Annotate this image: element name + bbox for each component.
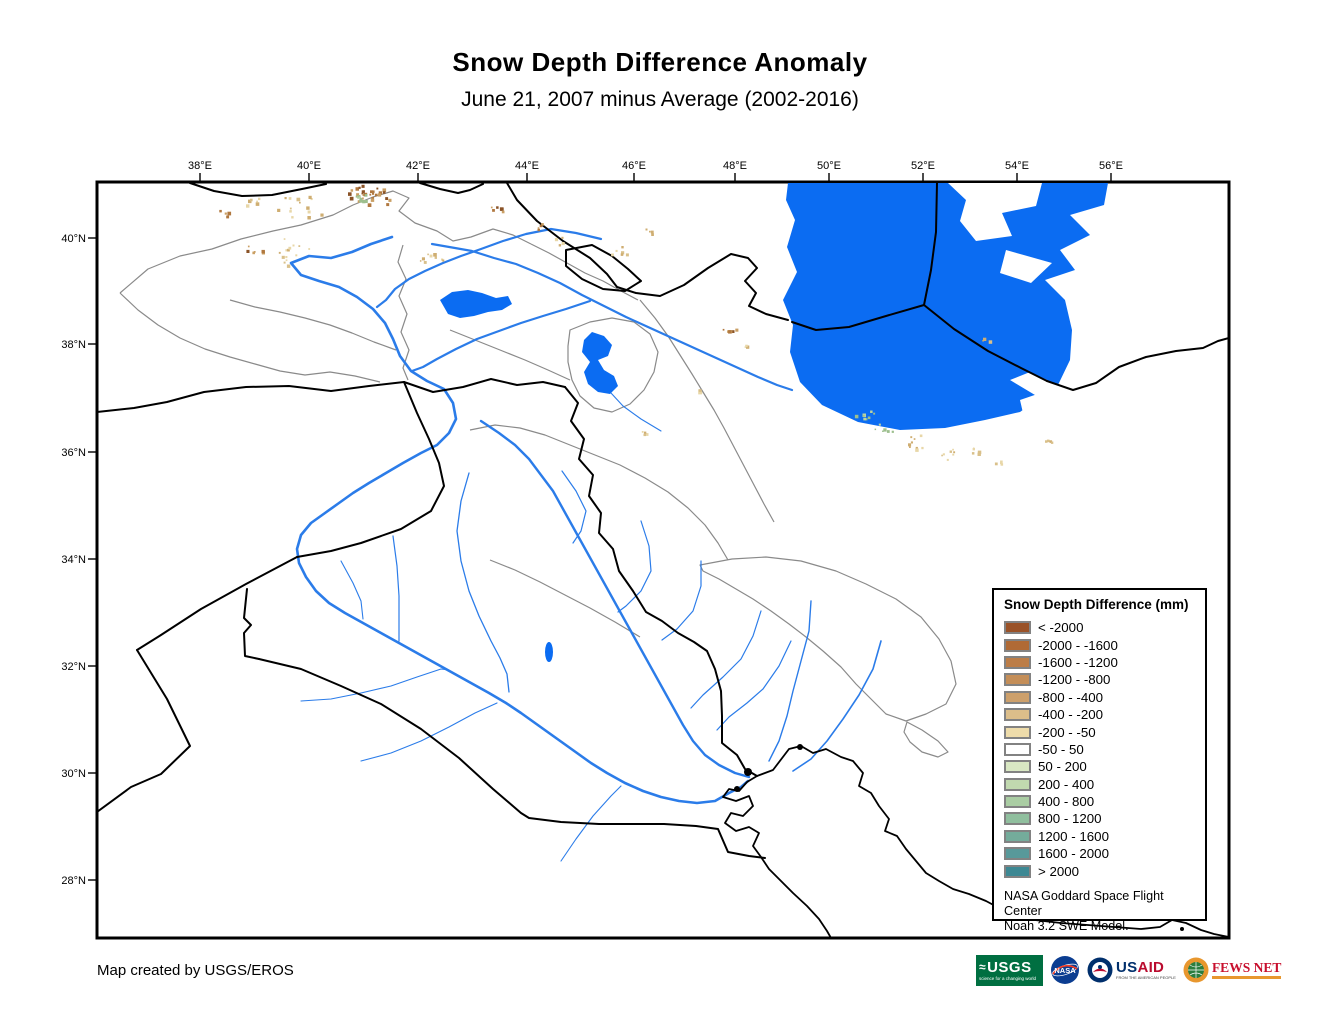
anomaly-speckle <box>360 198 363 201</box>
anomaly-speckle <box>1051 442 1053 444</box>
anomaly-speckle <box>359 187 361 189</box>
legend-item <box>1004 671 1197 688</box>
anomaly-speckle <box>362 190 365 193</box>
anomaly-speckle <box>285 197 287 199</box>
usaid-seal-icon <box>1087 957 1113 983</box>
anomaly-speckle <box>538 229 541 232</box>
top-tick-label: 44°E <box>515 160 539 172</box>
anomaly-speckle <box>285 256 287 258</box>
legend-source-line: Noah 3.2 SWE Model. <box>1004 918 1129 933</box>
legend-swatch <box>1004 708 1031 721</box>
anomaly-speckle <box>298 245 300 247</box>
anomaly-speckle <box>883 428 886 431</box>
legend-swatch <box>1004 847 1031 860</box>
anomaly-speckle <box>279 252 281 254</box>
anomaly-speckle <box>289 197 292 200</box>
anomaly-speckle <box>735 329 738 332</box>
top-tick-label: 52°E <box>911 160 935 172</box>
legend-label: -400 - -200 <box>1038 707 1104 723</box>
anomaly-speckle <box>378 193 381 196</box>
legend-label: -800 - -400 <box>1038 689 1104 705</box>
anomaly-speckle <box>388 199 391 202</box>
legend-item <box>1004 636 1197 653</box>
anomaly-speckle <box>371 199 374 202</box>
top-tick-label: 56°E <box>1099 160 1123 172</box>
anomaly-speckle <box>972 452 975 455</box>
top-tick-label: 50°E <box>817 160 841 172</box>
anomaly-speckle <box>952 454 954 456</box>
anomaly-speckle <box>914 438 916 440</box>
anomaly-speckle <box>262 250 265 253</box>
legend-source <box>1004 889 1197 934</box>
anomaly-speckle <box>621 246 623 248</box>
fews-globe-icon <box>1183 957 1209 983</box>
anomaly-speckle <box>309 196 312 199</box>
anomaly-speckle <box>745 345 748 348</box>
legend-swatch <box>1004 830 1031 843</box>
anomaly-speckle <box>256 202 260 206</box>
anomaly-speckle <box>293 245 295 247</box>
left-tick-label: 36°N <box>61 447 86 459</box>
anomaly-speckle <box>989 340 993 344</box>
anomaly-speckle <box>728 330 732 334</box>
anomaly-speckle <box>496 206 499 209</box>
fews-underline-bar <box>1212 976 1281 979</box>
anomaly-speckle <box>307 216 311 220</box>
anomaly-speckle <box>651 231 654 234</box>
anomaly-speckle <box>873 413 875 415</box>
anomaly-speckle <box>540 225 543 228</box>
anomaly-speckle <box>887 430 890 433</box>
top-tick-label: 48°E <box>723 160 747 172</box>
legend-label: < -2000 <box>1038 620 1084 636</box>
anomaly-speckle <box>1000 462 1003 465</box>
anomaly-speckle <box>369 194 371 196</box>
anomaly-speckle <box>698 389 700 391</box>
legend-label: -200 - -50 <box>1038 724 1096 740</box>
legend-swatch <box>1004 743 1031 756</box>
anomaly-speckle <box>226 216 229 219</box>
legend-swatch <box>1004 656 1031 669</box>
legend-item <box>1004 689 1197 706</box>
anomaly-speckle <box>282 256 285 259</box>
anomaly-speckle <box>288 247 291 250</box>
anomaly-speckle <box>248 246 250 248</box>
legend-swatch <box>1004 778 1031 791</box>
legend-swatch <box>1004 795 1031 808</box>
anomaly-speckle <box>649 231 651 233</box>
legend-item <box>1004 845 1197 862</box>
anomaly-speckle <box>915 448 919 452</box>
anomaly-speckle <box>420 260 422 262</box>
anomaly-speckle <box>995 463 998 466</box>
anomaly-speckle <box>258 198 260 200</box>
anomaly-speckle <box>723 329 725 331</box>
left-tick-label: 40°N <box>61 233 86 245</box>
anomaly-speckle <box>433 253 437 257</box>
anomaly-speckle <box>700 392 702 394</box>
legend <box>992 588 1207 933</box>
anomaly-speckle <box>291 216 293 218</box>
anomaly-speckle <box>651 233 654 236</box>
anomaly-speckle <box>953 451 955 453</box>
legend-label: 800 - 1200 <box>1038 811 1102 827</box>
map-credit: Map created by USGS/EROS <box>97 962 294 979</box>
anomaly-speckle <box>320 214 323 217</box>
anomaly-speckle <box>227 212 231 216</box>
legend-label: 50 - 200 <box>1038 759 1087 775</box>
anomaly-speckle <box>365 194 368 197</box>
anomaly-speckle <box>909 446 911 448</box>
anomaly-speckle <box>978 453 981 456</box>
anomaly-speckle <box>1045 440 1048 443</box>
top-tick-label: 46°E <box>622 160 646 172</box>
anomaly-speckle <box>308 211 311 214</box>
legend-item <box>1004 758 1197 775</box>
anomaly-speckle <box>376 188 378 190</box>
top-tick-label: 40°E <box>297 160 321 172</box>
legend-title: Snow Depth Difference (mm) <box>1004 597 1189 612</box>
usgs-wordmark <box>979 960 1032 975</box>
anomaly-speckle <box>250 199 253 202</box>
anomaly-speckle <box>646 229 648 231</box>
legend-swatch <box>1004 726 1031 739</box>
anomaly-speckle <box>611 254 614 257</box>
legend-item <box>1004 723 1197 740</box>
legend-swatch <box>1004 691 1031 704</box>
left-tick-label: 34°N <box>61 554 86 566</box>
legend-label: -1200 - -800 <box>1038 672 1111 688</box>
anomaly-speckle <box>559 244 561 246</box>
anomaly-speckle <box>952 449 954 451</box>
anomaly-speckle <box>500 207 504 211</box>
anomaly-speckle <box>356 196 358 198</box>
anomaly-speckle <box>616 250 618 252</box>
anomaly-speckle <box>246 204 249 207</box>
anomaly-speckle <box>870 411 873 414</box>
anomaly-speckle <box>621 253 624 256</box>
usgs-logo <box>976 955 1043 986</box>
legend-item <box>1004 706 1197 723</box>
anomaly-speckle <box>356 187 360 191</box>
anomaly-speckle <box>863 415 865 417</box>
anomaly-speckle <box>863 418 866 421</box>
anomaly-speckle <box>855 415 859 419</box>
legend-label: -50 - 50 <box>1038 741 1084 757</box>
anomaly-speckle <box>947 459 949 461</box>
anomaly-speckle <box>351 189 354 192</box>
legend-source-line: NASA Goddard Space Flight Center <box>1004 888 1164 918</box>
anomaly-speckle <box>368 203 372 207</box>
anomaly-speckle <box>879 424 881 426</box>
legend-item <box>1004 619 1197 636</box>
lake-tharthar <box>545 642 553 662</box>
anomaly-speckle <box>308 248 310 250</box>
anomaly-speckle <box>908 443 911 446</box>
anomaly-speckle <box>286 259 288 261</box>
anomaly-speckle <box>442 260 444 262</box>
anomaly-speckle <box>350 197 354 201</box>
usgs-wave-icon: ≈ <box>979 959 987 974</box>
usgs-name: USGS <box>987 958 1032 976</box>
legend-item <box>1004 810 1197 827</box>
usaid-text <box>1116 960 1176 981</box>
usaid-tagline: FROM THE AMERICAN PEOPLE <box>1116 975 1176 981</box>
legend-swatch <box>1004 621 1031 634</box>
legend-item <box>1004 654 1197 671</box>
anomaly-speckle <box>538 227 540 229</box>
legend-label: -2000 - -1600 <box>1038 637 1118 653</box>
usaid-logo <box>1087 957 1176 983</box>
anomaly-speckle <box>297 198 301 202</box>
legend-label: -1600 - -1200 <box>1038 654 1118 670</box>
anomaly-speckle <box>868 417 871 420</box>
anomaly-speckle <box>644 432 646 434</box>
anomaly-speckle <box>430 255 433 258</box>
legend-item <box>1004 776 1197 793</box>
anomaly-speckle <box>284 262 286 264</box>
anomaly-speckle <box>911 441 913 443</box>
anomaly-speckle <box>348 192 352 196</box>
anomaly-speckle <box>435 257 437 259</box>
fews-text <box>1212 961 1281 979</box>
legend-item <box>1004 828 1197 845</box>
legend-item <box>1004 793 1197 810</box>
anomaly-speckle <box>644 434 647 437</box>
page-title: Snow Depth Difference Anomaly <box>452 47 868 77</box>
usaid-wordmark: USAID <box>1116 958 1165 976</box>
anomaly-speckle <box>424 261 427 264</box>
anomaly-speckle <box>284 238 286 240</box>
anomaly-speckle <box>254 251 256 253</box>
anomaly-speckle <box>375 194 378 197</box>
anomaly-speckle <box>427 254 429 256</box>
marsh-patch <box>797 744 803 750</box>
svg-text:NASA: NASA <box>1054 966 1076 975</box>
page-subtitle: June 21, 2007 minus Average (2002-2016) <box>461 88 859 111</box>
usgs-tagline: science for a changing world <box>979 975 1037 981</box>
left-tick-label: 30°N <box>61 768 86 780</box>
legend-item <box>1004 862 1197 879</box>
legend-swatch <box>1004 812 1031 825</box>
anomaly-speckle <box>385 197 388 200</box>
anomaly-speckle <box>362 185 365 188</box>
left-tick-label: 38°N <box>61 339 86 351</box>
anomaly-speckle <box>246 250 249 253</box>
anomaly-speckle <box>370 190 373 193</box>
marsh-patch <box>744 768 752 776</box>
anomaly-speckle <box>941 455 943 457</box>
anomaly-speckle <box>299 202 301 204</box>
legend-label: 200 - 400 <box>1038 776 1095 792</box>
top-tick-label: 42°E <box>406 160 430 172</box>
anomaly-speckle <box>562 242 565 245</box>
legend-swatch <box>1004 760 1031 773</box>
anomaly-speckle <box>943 453 945 455</box>
anomaly-speckle <box>910 436 912 438</box>
fews-wordmark: FEWS NET <box>1211 960 1282 976</box>
nasa-logo <box>1050 955 1080 985</box>
logos-row <box>976 950 1281 990</box>
anomaly-speckle <box>732 331 734 333</box>
anomaly-speckle <box>306 206 309 209</box>
legend-label: 1200 - 1600 <box>1038 828 1109 844</box>
legend-rows <box>1004 619 1197 880</box>
anomaly-speckle <box>290 208 292 210</box>
left-tick-label: 28°N <box>61 875 86 887</box>
top-tick-label: 38°E <box>188 160 212 172</box>
anomaly-speckle <box>256 201 258 203</box>
anomaly-speckle <box>950 451 952 453</box>
legend-swatch <box>1004 865 1031 878</box>
legend-swatch <box>1004 639 1031 652</box>
anomaly-speckle <box>920 435 923 438</box>
anomaly-speckle <box>295 254 297 256</box>
anomaly-speckle <box>555 238 558 241</box>
legend-label: 400 - 800 <box>1038 794 1095 810</box>
top-tick-label: 54°E <box>1005 160 1029 172</box>
anomaly-speckle <box>219 210 222 213</box>
left-tick-label: 32°N <box>61 661 86 673</box>
anomaly-speckle <box>982 340 984 342</box>
anomaly-speckle <box>973 448 975 450</box>
anomaly-speckle <box>289 210 292 213</box>
anomaly-speckle <box>386 203 389 206</box>
anomaly-speckle <box>287 265 290 268</box>
anomaly-speckle <box>561 237 563 239</box>
anomaly-speckle <box>277 209 280 212</box>
anomaly-speckle <box>502 211 505 214</box>
anomaly-speckle <box>626 253 629 256</box>
anomaly-speckle <box>492 209 495 212</box>
anomaly-speckle <box>225 213 227 215</box>
anomaly-speckle <box>362 200 365 203</box>
anomaly-speckle <box>422 257 425 260</box>
legend-item <box>1004 741 1197 758</box>
nasa-meatball-icon <box>1050 955 1080 985</box>
fews-net-logo <box>1183 957 1281 983</box>
anomaly-speckle <box>491 207 493 209</box>
legend-label: > 2000 <box>1038 863 1080 879</box>
anomaly-speckle <box>892 431 894 433</box>
anomaly-speckle <box>642 431 644 433</box>
legend-label: 1600 - 2000 <box>1038 846 1109 862</box>
anomaly-speckle <box>921 447 923 449</box>
legend-swatch <box>1004 673 1031 686</box>
anomaly-speckle <box>383 191 386 194</box>
anomaly-speckle <box>875 429 877 431</box>
marsh-patch <box>734 786 740 792</box>
